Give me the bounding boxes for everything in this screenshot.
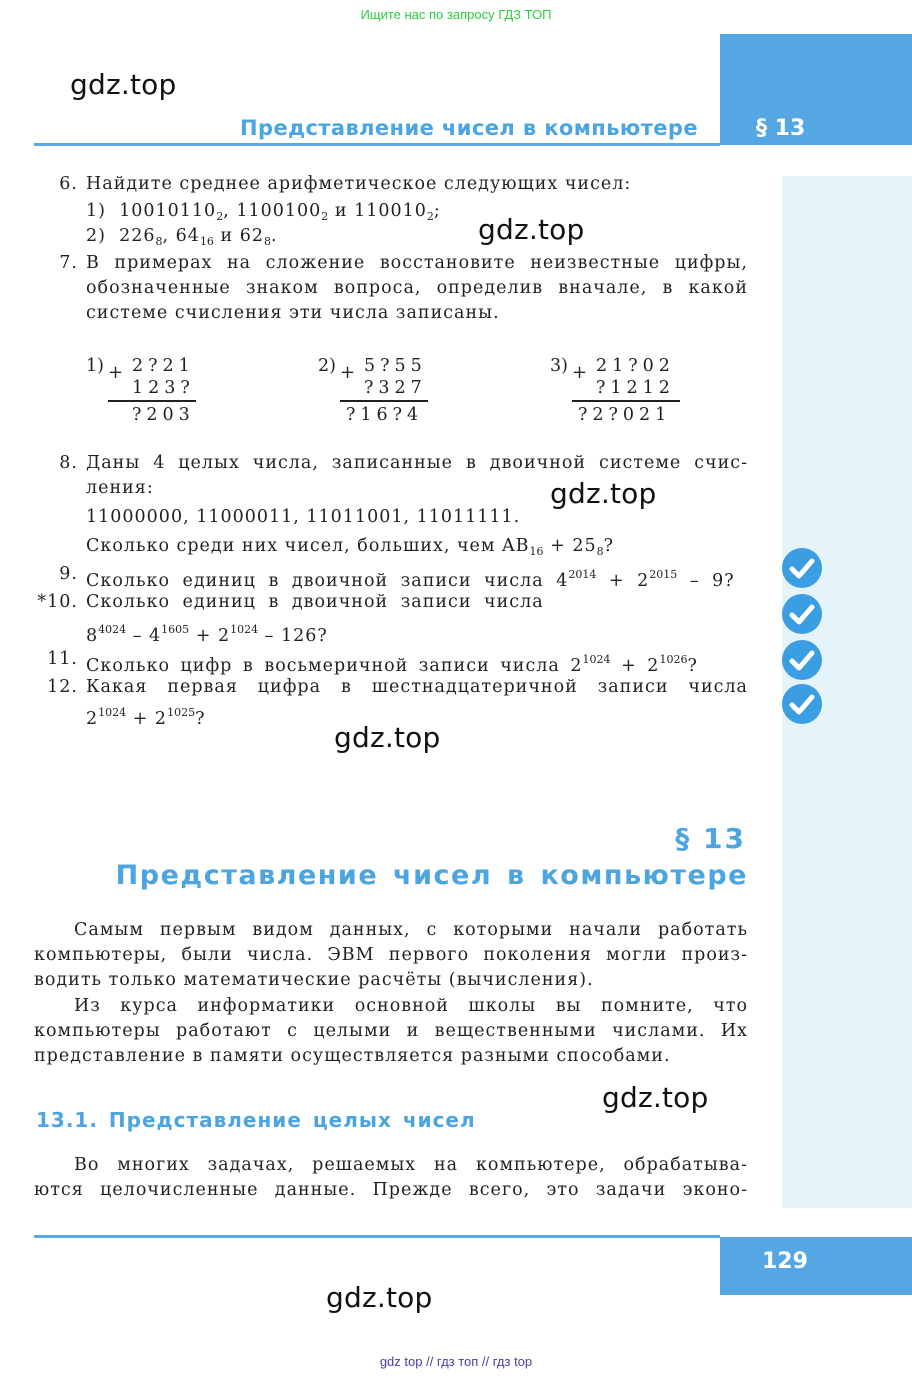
exercise-12-expression: $2^{1024} + 2^{1025}$? — [86, 706, 206, 729]
exercise-text: Сколько единиц в двоичной записи числа — [86, 592, 544, 612]
watermark: gdz.top — [550, 477, 657, 510]
check-circle-icon — [782, 548, 822, 588]
addition-example-3: 3) + 21?02 ?1212 ?2?021 — [550, 356, 690, 426]
check-circle-icon — [782, 640, 822, 680]
footer-links[interactable]: gdz top // гдз топ // гдз top — [379, 1354, 533, 1369]
exercise-text: Найдите среднее арифметическое следующих чисел: — [86, 174, 632, 194]
exercise-text-line: Даны 4 целых числа, записанные в двоичной системе счис- — [86, 453, 748, 473]
paragraph-line: Самым первым видом данных, с которыми начали работать — [74, 920, 748, 940]
paragraph-line: ются целочисленные данные. Прежде всего, это задачи эконо- — [34, 1180, 748, 1200]
page-number-tab — [720, 1237, 912, 1295]
watermark: gdz.top — [602, 1081, 709, 1114]
section-tab-label: § 13 — [756, 116, 806, 141]
exercise-text: Сколько цифр в восьмеричной записи числа $2^{1024} + 2^{1026}$? — [86, 653, 698, 676]
exercise-text-line: В примерах на сложение восстановите неизвестные цифры, — [86, 253, 748, 273]
exercise-number: 12. — [47, 677, 78, 697]
check-circle-icon — [782, 594, 822, 634]
page-number: 129 — [762, 1249, 808, 1274]
paragraph-line: водить только математические расчёты (вычисления). — [34, 970, 594, 990]
exercise-number: 8. — [59, 453, 78, 473]
exercise-number: *10. — [37, 592, 78, 612]
exercise-number: 9. — [59, 564, 78, 584]
watermark: gdz.top — [478, 213, 585, 246]
exercise-text-line: системе счисления эти числа записаны. — [86, 303, 500, 323]
promo-banner[interactable]: Ищите нас по запросу ГДЗ ТОП — [360, 7, 552, 22]
footer-rule — [34, 1235, 720, 1238]
exercise-text: Какая первая цифра в шестнадцатеричной записи числа — [86, 677, 748, 697]
watermark: gdz.top — [334, 721, 441, 754]
exercise-8-question: Сколько среди них чисел, больших, чем $AB_{16} + 25_8$? — [86, 536, 614, 558]
exercise-text-line: ления: — [86, 478, 154, 498]
header-rule — [34, 143, 720, 146]
addition-example-1: 1) + 2?21 123? ?203 — [86, 356, 195, 425]
exercise-10-expression: $8^{4024} - 4^{1605} + 2^{1024} - 126$? — [86, 623, 328, 646]
subsection-title: 13.1. Представление целых чисел — [36, 1108, 476, 1132]
section-tab — [720, 34, 912, 145]
paragraph-line: Из курса информатики основной школы вы помните, что — [74, 996, 748, 1016]
paragraph-line: представление в памяти осуществляется разными способами. — [34, 1046, 671, 1066]
check-circle-icon — [782, 684, 822, 724]
exercise-6-item-2: 2) $226_8$, $64_{16}$ и $62_8$. — [86, 226, 278, 248]
running-title: Представление чисел в компьютере — [240, 116, 698, 140]
section-number: § 13 — [675, 822, 746, 855]
exercise-number: 11. — [47, 649, 78, 669]
binary-numbers: 11000000, 11000011, 11011001, 11011111. — [86, 507, 521, 527]
watermark: gdz.top — [326, 1281, 433, 1314]
exercise-number: 7. — [59, 253, 78, 273]
paragraph-line: компьютеры работают с целыми и вещественными числами. Их — [34, 1021, 748, 1041]
section-title: Представление чисел в компьютере — [115, 860, 748, 891]
paragraph-line: Во многих задачах, решаемых на компьютере, обрабатыва- — [74, 1155, 748, 1175]
exercise-number: 6. — [59, 174, 78, 194]
addition-example-2: 2) + 5?55 ?327 ?16?4 — [318, 356, 427, 425]
exercise-6-item-1: 1) $10010110_2$, $1100100_2$ и $110010_2$; — [86, 201, 441, 223]
paragraph-line: компьютеры, были числа. ЭВМ первого поколения могли произ- — [34, 945, 748, 965]
exercise-text: Сколько единиц в двоичной записи числа $4^{2014} + 2^{2015} - 9$? — [86, 568, 735, 591]
watermark: gdz.top — [70, 68, 177, 101]
exercise-text-line: обозначенные знаком вопроса, определив вначале, в какой — [86, 278, 748, 298]
